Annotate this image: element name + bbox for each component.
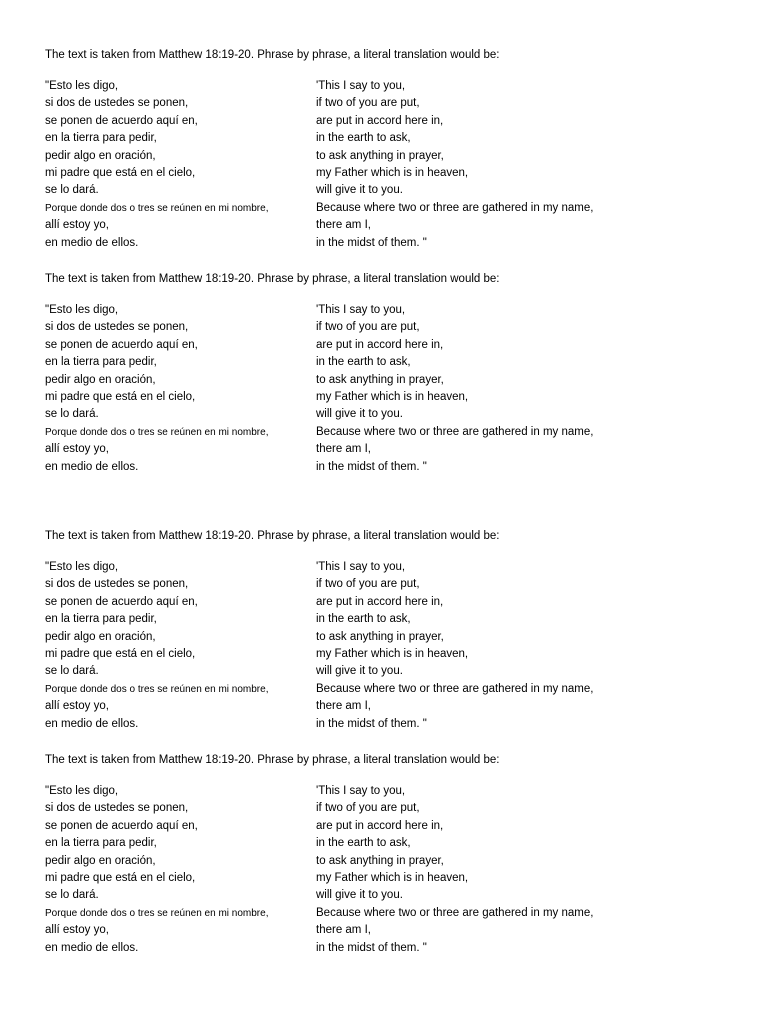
english-line: to ask anything in prayer, [316, 630, 444, 643]
spanish-line: Porque donde dos o tres se reúnen en mi nombre, [45, 683, 269, 695]
spanish-line: si dos de ustedes se ponen, [45, 321, 189, 334]
english-line: will give it to you. [316, 665, 403, 678]
english-line: in the earth to ask, [316, 356, 411, 369]
english-column [316, 783, 736, 957]
spanish-line: "Esto les digo, [45, 304, 119, 316]
english-line: in the midst of them. " [316, 236, 427, 249]
spanish-line: mi padre que está en el cielo, [45, 166, 196, 179]
english-line: 'This I say to you, [316, 785, 406, 797]
spanish-column [45, 559, 313, 733]
english-line: my Father which is in heaven, [316, 871, 469, 884]
spanish-line: pedir algo en oración, [45, 149, 156, 162]
spanish-line: allí estoy yo, [45, 924, 109, 937]
english-line: to ask anything in prayer, [316, 373, 444, 386]
spanish-line: se ponen de acuerdo aquí en, [45, 114, 198, 127]
english-line: Because where two or three are gathered in my name, [316, 425, 594, 438]
english-line: in the midst of them. " [316, 941, 427, 954]
english-line: are put in accord here in, [316, 819, 444, 832]
spanish-line: en medio de ellos. [45, 460, 139, 473]
english-line: to ask anything in prayer, [316, 149, 444, 162]
english-line: are put in accord here in, [316, 114, 444, 127]
english-line: if two of you are put, [316, 802, 420, 815]
spanish-line: "Esto les digo, [45, 561, 119, 573]
english-line: if two of you are put, [316, 97, 420, 110]
english-line: 'This I say to you, [316, 561, 406, 573]
block-title: The text is taken from Matthew 18:19-20. Phrase by phrase, a literal translation would be: [45, 49, 500, 61]
spanish-line: si dos de ustedes se ponen, [45, 802, 189, 815]
spanish-line: mi padre que está en el cielo, [45, 647, 196, 660]
spanish-line: pedir algo en oración, [45, 373, 156, 386]
english-line: in the earth to ask, [316, 132, 411, 145]
english-line: Because where two or three are gathered in my name, [316, 201, 594, 214]
block-title: The text is taken from Matthew 18:19-20. Phrase by phrase, a literal translation would be: [45, 530, 500, 542]
spanish-line: se ponen de acuerdo aquí en, [45, 819, 198, 832]
english-column [316, 78, 736, 252]
translation-block [45, 47, 745, 249]
spanish-line: allí estoy yo, [45, 219, 109, 232]
english-line: my Father which is in heaven, [316, 166, 469, 179]
english-line: Because where two or three are gathered in my name, [316, 906, 594, 919]
english-line: there am I, [316, 700, 371, 713]
block-title: The text is taken from Matthew 18:19-20. Phrase by phrase, a literal translation would be: [45, 273, 500, 285]
spanish-line: se ponen de acuerdo aquí en, [45, 595, 198, 608]
spanish-line: se lo dará. [45, 408, 99, 421]
english-line: to ask anything in prayer, [316, 854, 444, 867]
spanish-line: Porque donde dos o tres se reúnen en mi nombre, [45, 907, 269, 919]
english-line: are put in accord here in, [316, 595, 444, 608]
english-line: Because where two or three are gathered in my name, [316, 682, 594, 695]
spanish-line: en la tierra para pedir, [45, 132, 157, 145]
spanish-line: Porque donde dos o tres se reúnen en mi nombre, [45, 202, 269, 214]
spanish-line: se lo dará. [45, 665, 99, 678]
english-line: my Father which is in heaven, [316, 390, 469, 403]
spanish-line: "Esto les digo, [45, 80, 119, 92]
spanish-line: se ponen de acuerdo aquí en, [45, 338, 198, 351]
english-line: are put in accord here in, [316, 338, 444, 351]
translation-block [45, 271, 745, 473]
spanish-line: si dos de ustedes se ponen, [45, 578, 189, 591]
spanish-line: se lo dará. [45, 184, 99, 197]
spanish-line: mi padre que está en el cielo, [45, 871, 196, 884]
spanish-line: pedir algo en oración, [45, 630, 156, 643]
english-line: 'This I say to you, [316, 80, 406, 92]
spanish-line: pedir algo en oración, [45, 854, 156, 867]
translation-block [45, 528, 745, 730]
english-line: there am I, [316, 443, 371, 456]
spanish-column [45, 302, 313, 476]
spanish-line: Porque donde dos o tres se reúnen en mi nombre, [45, 426, 269, 438]
english-line: 'This I say to you, [316, 304, 406, 316]
english-column [316, 302, 736, 476]
english-line: there am I, [316, 219, 371, 232]
spanish-line: en la tierra para pedir, [45, 613, 157, 626]
english-line: there am I, [316, 924, 371, 937]
english-line: will give it to you. [316, 408, 403, 421]
spanish-line: en medio de ellos. [45, 941, 139, 954]
spanish-line: allí estoy yo, [45, 700, 109, 713]
spanish-line: en medio de ellos. [45, 717, 139, 730]
spanish-line: se lo dará. [45, 889, 99, 902]
english-line: in the earth to ask, [316, 837, 411, 850]
english-column [316, 559, 736, 733]
english-line: if two of you are put, [316, 321, 420, 334]
spanish-line: en la tierra para pedir, [45, 356, 157, 369]
english-line: my Father which is in heaven, [316, 647, 469, 660]
english-line: if two of you are put, [316, 578, 420, 591]
english-line: will give it to you. [316, 889, 403, 902]
spanish-column [45, 783, 313, 957]
english-line: in the midst of them. " [316, 460, 427, 473]
spanish-line: en la tierra para pedir, [45, 837, 157, 850]
english-line: will give it to you. [316, 184, 403, 197]
spanish-line: "Esto les digo, [45, 785, 119, 797]
block-title: The text is taken from Matthew 18:19-20. Phrase by phrase, a literal translation would be: [45, 754, 500, 766]
translation-block [45, 752, 745, 954]
english-line: in the midst of them. " [316, 717, 427, 730]
spanish-column [45, 78, 313, 252]
english-line: in the earth to ask, [316, 613, 411, 626]
spanish-line: en medio de ellos. [45, 236, 139, 249]
spanish-line: mi padre que está en el cielo, [45, 390, 196, 403]
spanish-line: allí estoy yo, [45, 443, 109, 456]
spanish-line: si dos de ustedes se ponen, [45, 97, 189, 110]
